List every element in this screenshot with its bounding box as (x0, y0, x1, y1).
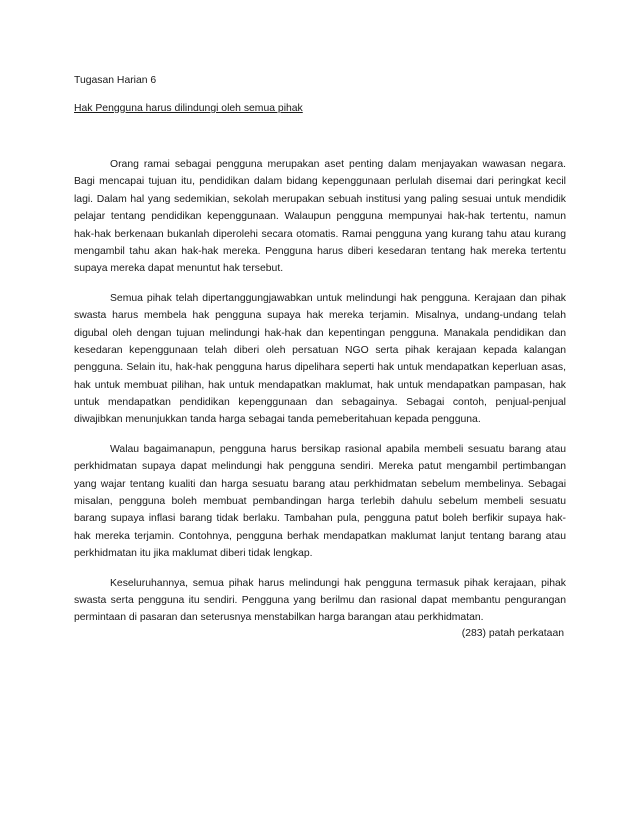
paragraph-line: digubal oleh dengan tujuan melindungi hak-hak dan kepentingan pengguna. Manakala pendidikan dan (74, 327, 566, 339)
paragraph-line: untuk mendapatkan pendidikan kepenggunaan dan sebagainya. Sebagai contoh, penjual-penjual (74, 397, 566, 409)
paragraph-line: Orang ramai sebagai pengguna merupakan aset penting dalam menjayakan wawasan negara. (110, 159, 566, 170)
paragraph-line: hak untuk membuat pilihan, hak untuk mendapatkan maklumat, hak untuk mendapatkan pampasan, hak (74, 379, 566, 391)
word-count: (283) patah perkataan (461, 628, 564, 639)
paragraph-line: hak mereka terjamin. Contohnya, pengguna berhak mendapatkan maklumat lanjut tentang barang atau (74, 530, 566, 542)
paragraph-3 (74, 441, 566, 563)
paragraph-line: swasta serta pengguna itu sendiri. Pengguna yang berilmu dan rasional dapat membantu pengurangan (74, 594, 566, 606)
paragraph-line: pelajar tentang pendidikan kepenggunaan. Walaupun pengguna mempunyai hak-hak tertentu, namun (74, 211, 566, 223)
paragraph-4 (74, 575, 566, 627)
paragraph-line: Semua pihak telah dipertanggungjawabkan untuk melindungi hak pengguna. Kerajaan dan pihak (110, 292, 566, 304)
paragraph-line: permintaan di pasaran dan seterusnya menstabilkan harga barangan atau perkhidmatan. (74, 612, 484, 624)
paragraph-line: lagi. Dalam hal yang sedemikian, sekolah merupakan sebuah institusi yang paling sesuai untuk mendidik (74, 193, 566, 205)
paragraph-line: yang wajar tentang kualiti dan harga sesuatu barang atau perkhidmatan sebelum membelinya. Sebagai (74, 478, 566, 490)
paragraph-line: Keseluruhannya, semua pihak harus melindungi hak pengguna termasuk pihak kerajaan, pihak (110, 577, 566, 589)
paragraph-1 (74, 156, 566, 278)
paragraph-line: perkhidmatan itu jika maklumat diberi tidak lengkap. (74, 548, 313, 560)
paragraph-2 (74, 290, 566, 429)
paragraph-line: hak-hak berkenaan bukanlah diperolehi secara otomatis. Ramai pengguna yang kurang tahu atau kurang (74, 228, 566, 240)
paragraph-line: diwajibkan menunjukkan tanda harga sebagai tanda pemeberitahuan kepada pengguna. (74, 414, 481, 426)
paragraph-line: perkhidmatan supaya dapat melindungi hak pengguna sendiri. Mereka patut mengambil pertimbangan (74, 461, 566, 473)
paragraph-line: misalan, pengguna boleh membuat pembandingan harga terlebih dahulu sebelum membeli sesuatu (74, 496, 566, 508)
paragraph-line: swasta harus membela hak pengguna supaya hak mereka terjamin. Misalnya, undang-undang telah (74, 310, 566, 322)
paragraph-line: kesedaran kepenggunaan telah diberi oleh persatuan NGO serta pihak kerajaan kepada kalangan (74, 344, 566, 356)
paragraph-line: mengambil tahu akan hak-hak mereka. Pengguna harus diberi kesedaran tentang hak mereka tertentu (74, 245, 566, 257)
paragraph-line: Walau bagaimanapun, pengguna harus bersikap rasional apabila membeli sesuatu barang atau (110, 443, 566, 455)
essay-title: Hak Pengguna harus dilindungi oleh semua pihak (74, 103, 303, 114)
paragraph-line: barang supaya inflasi barang tidak berlaku. Tambahan pula, pengguna patut boleh berfikir supaya hak- (74, 513, 566, 525)
paragraph-line: Bagi mencapai tujuan itu, pendidikan dalam bidang kepenggunaan perlulah disemai dari peringkat kecil (74, 176, 566, 188)
paragraph-line: supaya mereka dapat menuntut hak tersebut. (74, 263, 284, 275)
assignment-label: Tugasan Harian 6 (74, 75, 157, 86)
document-body (74, 74, 566, 639)
essay-paragraphs (74, 156, 566, 627)
paragraph-line: pengguna. Selain itu, hak-hak pengguna harus dipelihara seperti hak untuk mendapatkan keperluan asas, (74, 362, 566, 374)
